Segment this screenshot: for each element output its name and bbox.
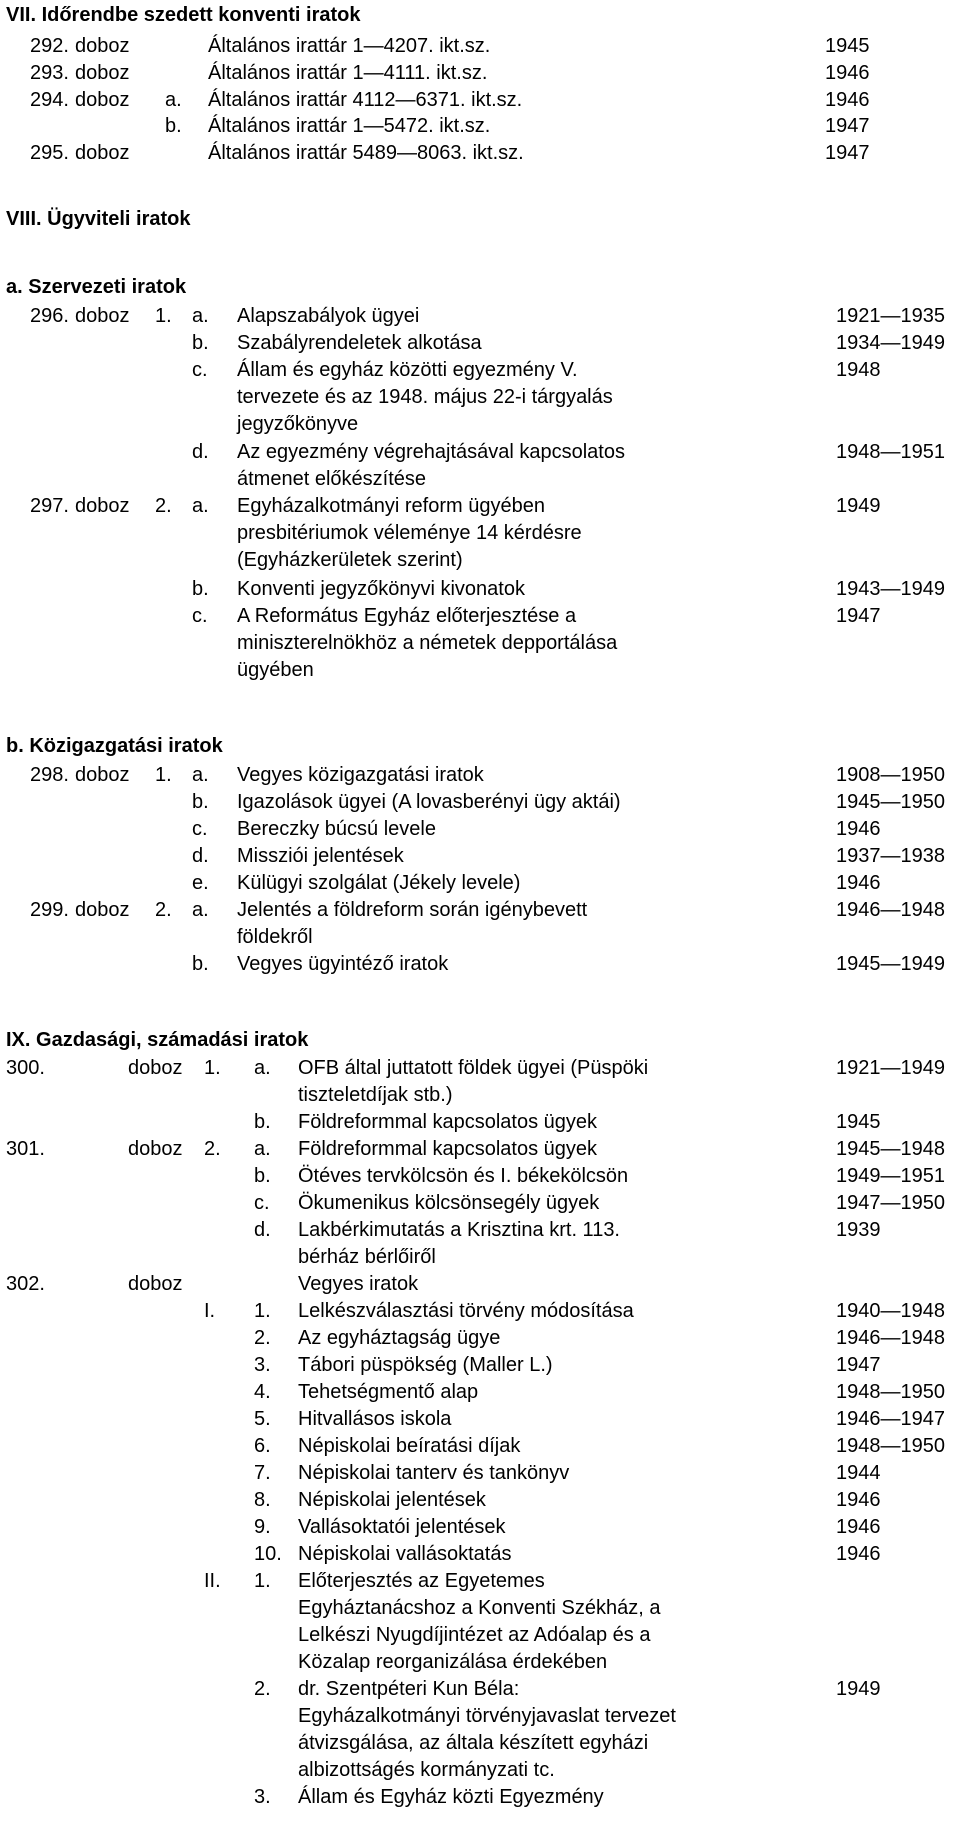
item-years: 1947 xyxy=(836,605,881,627)
item-letter: 6. xyxy=(254,1435,271,1457)
box-label: doboz xyxy=(75,764,130,786)
item-years: 1946—1948 xyxy=(836,899,945,921)
record-row xyxy=(0,409,960,439)
record-row xyxy=(0,1674,960,1704)
item-text: Általános irattár 1—4207. ikt.sz. xyxy=(208,35,491,57)
record-row xyxy=(0,328,960,358)
item-letter: 3. xyxy=(254,1354,271,1376)
item-text: Alapszabályok ügyei xyxy=(237,305,420,327)
item-text: Egyházalkotmányi törvényjavaslat tervezet xyxy=(298,1705,676,1727)
item-years: 1944 xyxy=(836,1462,881,1484)
record-row xyxy=(0,1512,960,1542)
item-text: Általános irattár 4112—6371. ikt.sz. xyxy=(208,89,523,111)
box-label: doboz xyxy=(75,89,130,111)
item-text: A Református Egyház előterjesztése a xyxy=(237,605,577,627)
box-label: doboz xyxy=(75,305,130,327)
record-row xyxy=(0,922,960,952)
item-text: Missziói jelentések xyxy=(237,845,404,867)
item-text: Ötéves tervkölcsön és I. békekölcsön xyxy=(298,1165,629,1187)
box-label: doboz xyxy=(128,1057,183,1079)
item-marker: 2. xyxy=(155,899,172,921)
box-number: 293. xyxy=(30,62,69,84)
item-text: Tehetségmentő alap xyxy=(298,1381,479,1403)
item-text: Lakbérkimutatás a Krisztina krt. 113. xyxy=(298,1219,620,1241)
item-text: miniszterelnökhöz a németek depportálása xyxy=(237,632,618,654)
record-row xyxy=(0,31,960,61)
item-letter: 3. xyxy=(254,1786,271,1808)
item-letter: 1. xyxy=(254,1300,271,1322)
box-number: 298. xyxy=(30,764,69,786)
record-row xyxy=(0,1377,960,1407)
item-letter: 10. xyxy=(254,1543,282,1565)
item-years: 1946 xyxy=(825,62,870,84)
item-text: Földreformmal kapcsolatos ügyek xyxy=(298,1138,598,1160)
box-number: 302. xyxy=(6,1273,45,1295)
item-years: 1946—1947 xyxy=(836,1408,945,1430)
item-years: 1949 xyxy=(836,495,881,517)
record-row xyxy=(0,1566,960,1596)
record-row xyxy=(0,655,960,685)
record-row xyxy=(0,1134,960,1164)
item-letter: c. xyxy=(192,359,208,381)
item-text: átmenet előkészítése xyxy=(237,468,426,490)
item-text: Népiskolai tanterv és tankönyv xyxy=(298,1462,570,1484)
item-text: Vegyes ügyintéző iratok xyxy=(237,953,449,975)
item-years: 1943—1949 xyxy=(836,578,945,600)
item-letter: a. xyxy=(254,1138,271,1160)
record-row xyxy=(0,1296,960,1326)
item-years: 1948—1951 xyxy=(836,441,945,463)
item-letter: c. xyxy=(192,818,208,840)
item-text: Ökumenikus kölcsönsegély ügyek xyxy=(298,1192,600,1214)
item-text: Egyházalkotmányi reform ügyében xyxy=(237,495,545,517)
record-row xyxy=(0,1242,960,1272)
item-letter: a. xyxy=(192,764,209,786)
record-row xyxy=(0,1107,960,1137)
item-text: Népiskolai beíratási díjak xyxy=(298,1435,521,1457)
record-row xyxy=(0,1215,960,1245)
record-row xyxy=(0,1485,960,1515)
item-text: Népiskolai jelentések xyxy=(298,1489,486,1511)
item-years: 1947 xyxy=(836,1354,881,1376)
box-number: 292. xyxy=(30,35,69,57)
record-row xyxy=(0,574,960,604)
record-row xyxy=(0,301,960,331)
box-number: 297. xyxy=(30,495,69,517)
item-years: 1921—1935 xyxy=(836,305,945,327)
record-row xyxy=(0,1188,960,1218)
record-row xyxy=(0,355,960,385)
item-years: 1946 xyxy=(836,1489,881,1511)
item-text: Vegyes közigazgatási iratok xyxy=(237,764,484,786)
item-text: dr. Szentpéteri Kun Béla: xyxy=(298,1678,520,1700)
item-text: Egyháztanácshoz a Konventi Székház, a xyxy=(298,1597,661,1619)
item-letter: b. xyxy=(165,115,182,137)
item-years: 1921—1949 xyxy=(836,1057,945,1079)
item-years: 1908—1950 xyxy=(836,764,945,786)
record-row xyxy=(0,868,960,898)
section-title-viii: VIII. Ügyviteli iratok xyxy=(6,208,191,230)
item-text: Vegyes iratok xyxy=(298,1273,419,1295)
record-row xyxy=(0,841,960,871)
record-row xyxy=(0,1701,960,1731)
subsection-title-b: b. Közigazgatási iratok xyxy=(6,735,223,757)
box-label: doboz xyxy=(128,1138,183,1160)
item-years: 1947—1950 xyxy=(836,1192,945,1214)
item-years: 1946 xyxy=(825,89,870,111)
item-years: 1948—1950 xyxy=(836,1435,945,1457)
box-label: doboz xyxy=(75,142,130,164)
item-text: OFB által juttatott földek ügyei (Püspöki xyxy=(298,1057,649,1079)
item-years: 1945 xyxy=(825,35,870,57)
item-text: Lelkészválasztási törvény módosítása xyxy=(298,1300,634,1322)
item-text: Az egyháztagság ügye xyxy=(298,1327,501,1349)
item-marker: 1. xyxy=(155,305,172,327)
item-years: 1939 xyxy=(836,1219,881,1241)
item-letter: b. xyxy=(254,1165,271,1187)
item-letter: 4. xyxy=(254,1381,271,1403)
box-number: 301. xyxy=(6,1138,45,1160)
record-row xyxy=(0,1647,960,1677)
item-letter: d. xyxy=(192,845,209,867)
record-row xyxy=(0,518,960,548)
subsection-title-a: a. Szervezeti iratok xyxy=(6,276,187,298)
item-years: 1937—1938 xyxy=(836,845,945,867)
item-letter: 5. xyxy=(254,1408,271,1430)
item-text: Vallásoktatói jelentések xyxy=(298,1516,506,1538)
item-text: Közalap reorganizálása érdekében xyxy=(298,1651,608,1673)
item-years: 1947 xyxy=(825,142,870,164)
section-title-ix: IX. Gazdasági, számadási iratok xyxy=(6,1029,309,1051)
item-years: 1946—1948 xyxy=(836,1327,945,1349)
item-letter: a. xyxy=(192,495,209,517)
record-row xyxy=(0,814,960,844)
item-marker: II. xyxy=(204,1570,221,1592)
item-letter: d. xyxy=(192,441,209,463)
record-row xyxy=(0,464,960,494)
item-text: Szabályrendeletek alkotása xyxy=(237,332,482,354)
record-row xyxy=(0,1269,960,1299)
item-text: jegyzőkönyve xyxy=(237,413,359,435)
item-text: Hitvallásos iskola xyxy=(298,1408,452,1430)
item-letter: 1. xyxy=(254,1570,271,1592)
item-text: presbitériumok véleménye 14 kérdésre xyxy=(237,522,582,544)
record-row xyxy=(0,1755,960,1785)
record-row xyxy=(0,1458,960,1488)
box-label: doboz xyxy=(128,1273,183,1295)
box-number: 299. xyxy=(30,899,69,921)
box-number: 296. xyxy=(30,305,69,327)
item-text: Általános irattár 5489—8063. ikt.sz. xyxy=(208,142,524,164)
item-text: Az egyezmény végrehajtásával kapcsolatos xyxy=(237,441,625,463)
record-row xyxy=(0,1728,960,1758)
record-row xyxy=(0,1053,960,1083)
item-letter: 9. xyxy=(254,1516,271,1538)
item-text: átvizsgálása, az általa készített egyházi xyxy=(298,1732,649,1754)
record-row xyxy=(0,138,960,168)
item-text: Lelkészi Nyugdíjintézet az Adóalap és a xyxy=(298,1624,651,1646)
section-title-vii: VII. Időrendbe szedett konventi iratok xyxy=(6,4,361,26)
record-row xyxy=(0,601,960,631)
record-row xyxy=(0,1323,960,1353)
item-text: Általános irattár 1—4111. ikt.sz. xyxy=(208,62,488,84)
item-text: tiszteletdíjak stb.) xyxy=(298,1084,453,1106)
item-years: 1934—1949 xyxy=(836,332,945,354)
record-row xyxy=(0,1593,960,1623)
item-letter: d. xyxy=(254,1219,271,1241)
item-years: 1949—1951 xyxy=(836,1165,945,1187)
item-text: Állam és egyház közötti egyezmény V. xyxy=(237,359,578,381)
item-marker: 1. xyxy=(204,1057,221,1079)
box-number: 295. xyxy=(30,142,69,164)
record-row xyxy=(0,111,960,141)
record-row xyxy=(0,1350,960,1380)
record-row xyxy=(0,1620,960,1650)
item-marker: 1. xyxy=(155,764,172,786)
item-letter: e. xyxy=(192,872,209,894)
item-text: Bereczky búcsú levele xyxy=(237,818,436,840)
item-letter: b. xyxy=(192,578,209,600)
item-letter: 8. xyxy=(254,1489,271,1511)
record-row xyxy=(0,58,960,88)
item-text: (Egyházkerületek szerint) xyxy=(237,549,463,571)
record-row xyxy=(0,760,960,790)
item-text: albizottságés kormányzati tc. xyxy=(298,1759,555,1781)
item-letter: c. xyxy=(192,605,208,627)
item-text: Általános irattár 1—5472. ikt.sz. xyxy=(208,115,491,137)
item-years: 1945 xyxy=(836,1111,881,1133)
box-number: 294. xyxy=(30,89,69,111)
item-years: 1946 xyxy=(836,872,881,894)
item-text: Állam és Egyház közti Egyezmény xyxy=(298,1786,604,1808)
item-letter: c. xyxy=(254,1192,270,1214)
item-text: földekről xyxy=(237,926,313,948)
item-letter: b. xyxy=(192,332,209,354)
record-row xyxy=(0,1080,960,1110)
item-years: 1947 xyxy=(825,115,870,137)
item-letter: 2. xyxy=(254,1327,271,1349)
item-text: Konventi jegyzőkönyvi kivonatok xyxy=(237,578,525,600)
record-row xyxy=(0,949,960,979)
item-letter: 2. xyxy=(254,1678,271,1700)
record-row xyxy=(0,1539,960,1569)
item-letter: a. xyxy=(254,1057,271,1079)
item-text: ügyében xyxy=(237,659,314,681)
record-row xyxy=(0,787,960,817)
item-letter: a. xyxy=(165,89,182,111)
record-row xyxy=(0,1431,960,1461)
box-label: doboz xyxy=(75,495,130,517)
item-years: 1948 xyxy=(836,359,881,381)
record-row xyxy=(0,545,960,575)
item-years: 1946 xyxy=(836,818,881,840)
box-label: doboz xyxy=(75,35,130,57)
item-marker: 2. xyxy=(155,495,172,517)
item-text: Tábori püspökség (Maller L.) xyxy=(298,1354,553,1376)
item-text: Földreformmal kapcsolatos ügyek xyxy=(298,1111,598,1133)
item-years: 1945—1950 xyxy=(836,791,945,813)
item-text: Népiskolai vallásoktatás xyxy=(298,1543,512,1565)
item-letter: a. xyxy=(192,305,209,327)
item-years: 1946 xyxy=(836,1543,881,1565)
item-years: 1949 xyxy=(836,1678,881,1700)
box-number: 300. xyxy=(6,1057,45,1079)
record-row xyxy=(0,895,960,925)
box-label: doboz xyxy=(75,899,130,921)
record-row xyxy=(0,491,960,521)
record-row xyxy=(0,437,960,467)
item-years: 1940—1948 xyxy=(836,1300,945,1322)
item-letter: b. xyxy=(192,953,209,975)
record-row xyxy=(0,1161,960,1191)
record-row xyxy=(0,1404,960,1434)
item-years: 1945—1948 xyxy=(836,1138,945,1160)
item-years: 1948—1950 xyxy=(836,1381,945,1403)
item-text: bérház bérlőiről xyxy=(298,1246,436,1268)
item-years: 1945—1949 xyxy=(836,953,945,975)
item-years: 1946 xyxy=(836,1516,881,1538)
item-letter: a. xyxy=(192,899,209,921)
item-text: Külügyi szolgálat (Jékely levele) xyxy=(237,872,521,894)
item-marker: I. xyxy=(204,1300,216,1322)
item-letter: b. xyxy=(192,791,209,813)
item-letter: b. xyxy=(254,1111,271,1133)
item-marker: 2. xyxy=(204,1138,221,1160)
record-row xyxy=(0,628,960,658)
item-text: Előterjesztés az Egyetemes xyxy=(298,1570,545,1592)
record-row xyxy=(0,382,960,412)
item-text: tervezete és az 1948. május 22-i tárgyalás xyxy=(237,386,613,408)
record-row xyxy=(0,1782,960,1812)
box-label: doboz xyxy=(75,62,130,84)
item-letter: 7. xyxy=(254,1462,271,1484)
item-text: Igazolások ügyei (A lovasberényi ügy aktái) xyxy=(237,791,621,813)
item-text: Jelentés a földreform során igénybevett xyxy=(237,899,588,921)
